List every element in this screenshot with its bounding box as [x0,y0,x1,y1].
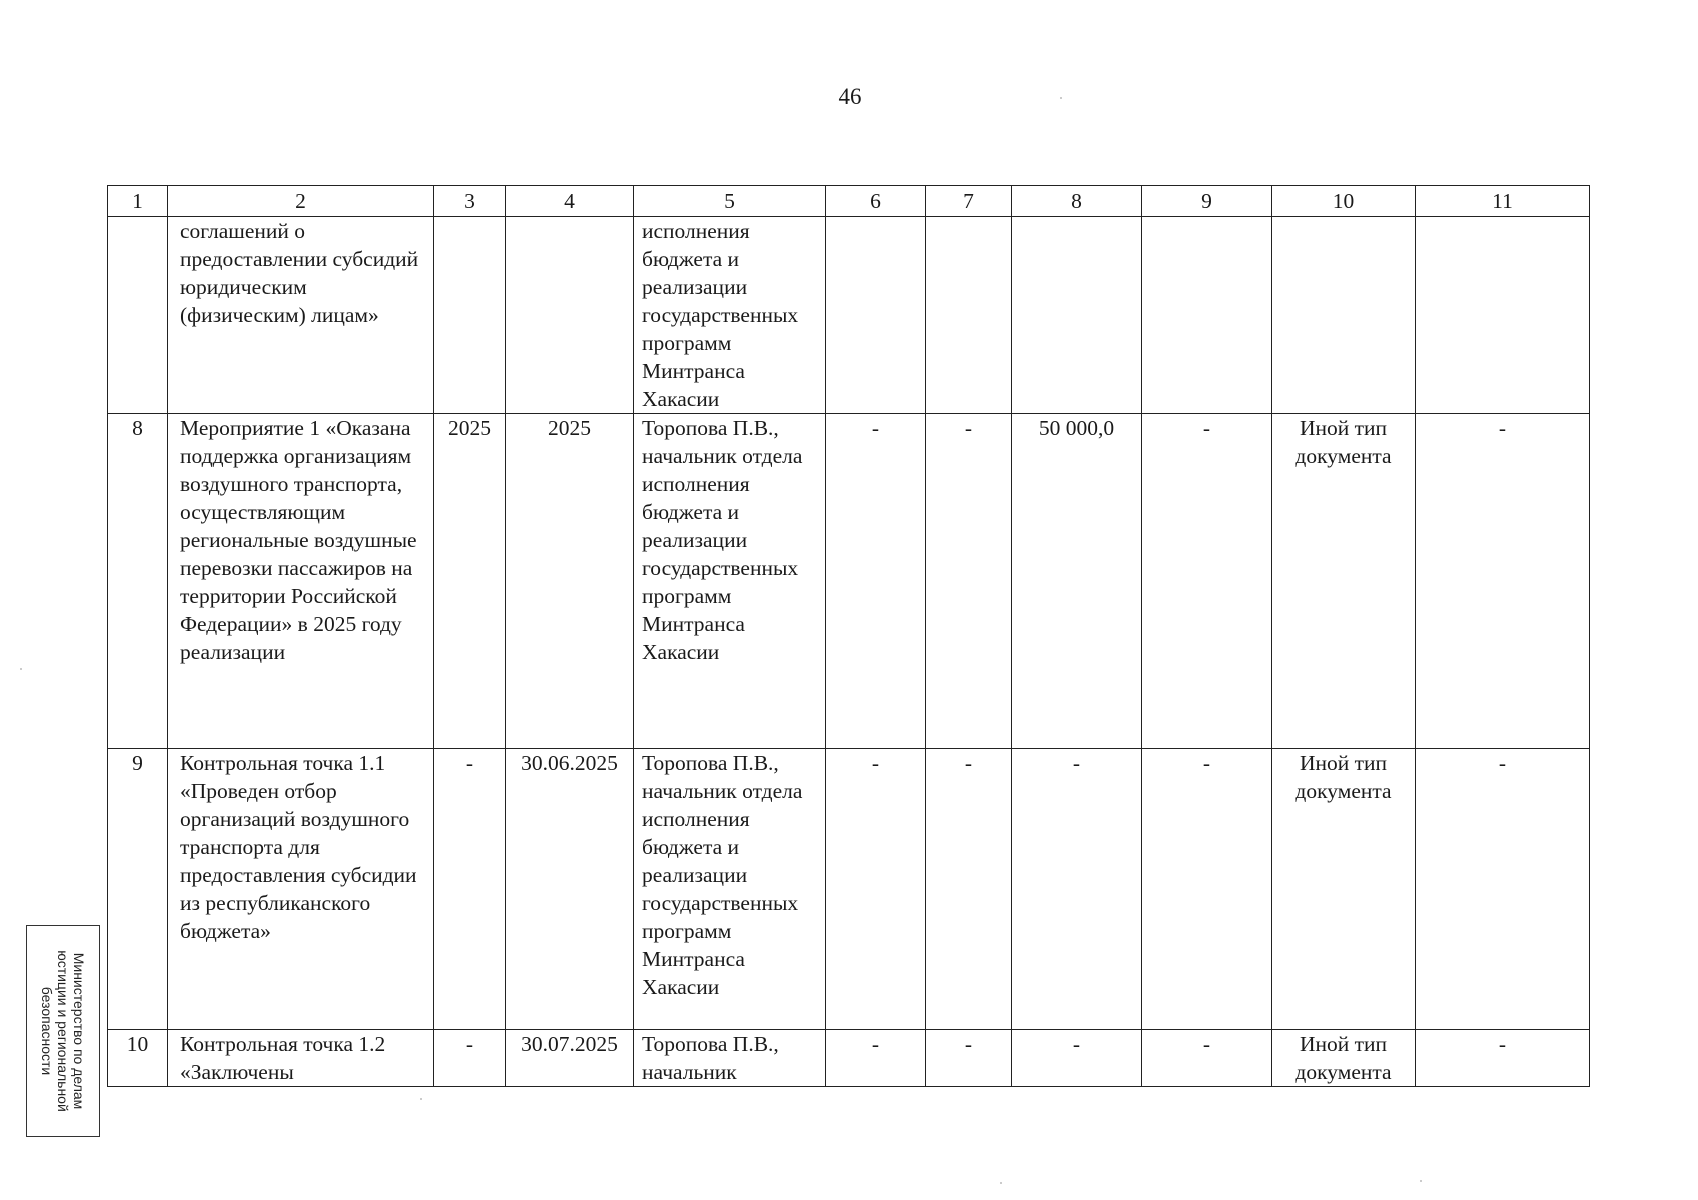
table-row [108,1030,1590,1087]
cell-end [506,217,634,414]
scan-speck [420,1098,422,1100]
measures-table [107,185,1590,1087]
cell-doc-type: Иной тип документа [1272,1030,1416,1087]
scan-speck [20,668,22,670]
cell-col7: - [926,1030,1012,1087]
cell-col8 [1012,217,1142,414]
cell-doc-type [1272,217,1416,414]
column-header: 11 [1416,186,1590,217]
cell-start: - [434,1030,506,1087]
cell-col9 [1142,217,1272,414]
cell-col9: - [1142,414,1272,749]
table-row-continuation [108,217,1590,414]
cell-end: 2025 [506,414,634,749]
cell-number: 10 [108,1030,168,1087]
cell-name: Контрольная точка 1.1 «Проведен отбор организаций воздушного транспорта для предоставления субсидии из республиканского бюджета» [168,749,434,1030]
cell-col7: - [926,414,1012,749]
cell-responsible: Торопова П.В., начальник отдела исполнения бюджета и реализации государственных программ Минтранса Хакасии [634,414,826,749]
cell-responsible: исполнения бюджета и реализации государственных программ Минтранса Хакасии [634,217,826,414]
scan-speck [1420,1180,1422,1182]
column-header: 10 [1272,186,1416,217]
cell-name: Мероприятие 1 «Оказана поддержка организациям воздушного транспорта, осуществляющим региональные воздушные перевозки пассажиров на территории Российской Федерации» в 2025 году реализации [168,414,434,749]
cell-col11: - [1416,414,1590,749]
column-header: 2 [168,186,434,217]
cell-col9: - [1142,1030,1272,1087]
cell-col8: - [1012,1030,1142,1087]
column-header: 1 [108,186,168,217]
cell-number: 8 [108,414,168,749]
cell-doc-type: Иной тип документа [1272,749,1416,1030]
column-header: 5 [634,186,826,217]
cell-col11: - [1416,1030,1590,1087]
column-header: 8 [1012,186,1142,217]
column-header: 4 [506,186,634,217]
cell-number [108,217,168,414]
cell-col6 [826,217,926,414]
column-header: 7 [926,186,1012,217]
cell-number: 9 [108,749,168,1030]
cell-col7 [926,217,1012,414]
cell-end: 30.06.2025 [506,749,634,1030]
cell-col11: - [1416,749,1590,1030]
cell-start [434,217,506,414]
column-header: 9 [1142,186,1272,217]
cell-responsible: Торопова П.В., начальник [634,1030,826,1087]
cell-col9: - [1142,749,1272,1030]
cell-doc-type: Иной тип документа [1272,414,1416,749]
column-header: 6 [826,186,926,217]
column-header: 3 [434,186,506,217]
cell-name: Контрольная точка 1.2 «Заключены [168,1030,434,1087]
ministry-stamp [26,925,100,1137]
cell-start: - [434,749,506,1030]
table-row [108,749,1590,1030]
header-row [108,186,1590,217]
cell-col6: - [826,414,926,749]
page-number: 46 [838,84,862,109]
cell-col8: - [1012,749,1142,1030]
scan-speck [1000,1182,1002,1184]
cell-start: 2025 [434,414,506,749]
stamp-text: Министерство по делам юстиции и региональной безопасности [39,950,87,1112]
cell-col6: - [826,749,926,1030]
cell-col11 [1416,217,1590,414]
cell-col7: - [926,749,1012,1030]
scan-speck [1060,97,1062,99]
table-row [108,414,1590,749]
cell-col6: - [826,1030,926,1087]
cell-end: 30.07.2025 [506,1030,634,1087]
cell-name: соглашений о предоставлении субсидий юридическим (физическим) лицам» [168,217,434,414]
cell-col8: 50 000,0 [1012,414,1142,749]
cell-responsible: Торопова П.В., начальник отдела исполнения бюджета и реализации государственных программ Минтранса Хакасии [634,749,826,1030]
